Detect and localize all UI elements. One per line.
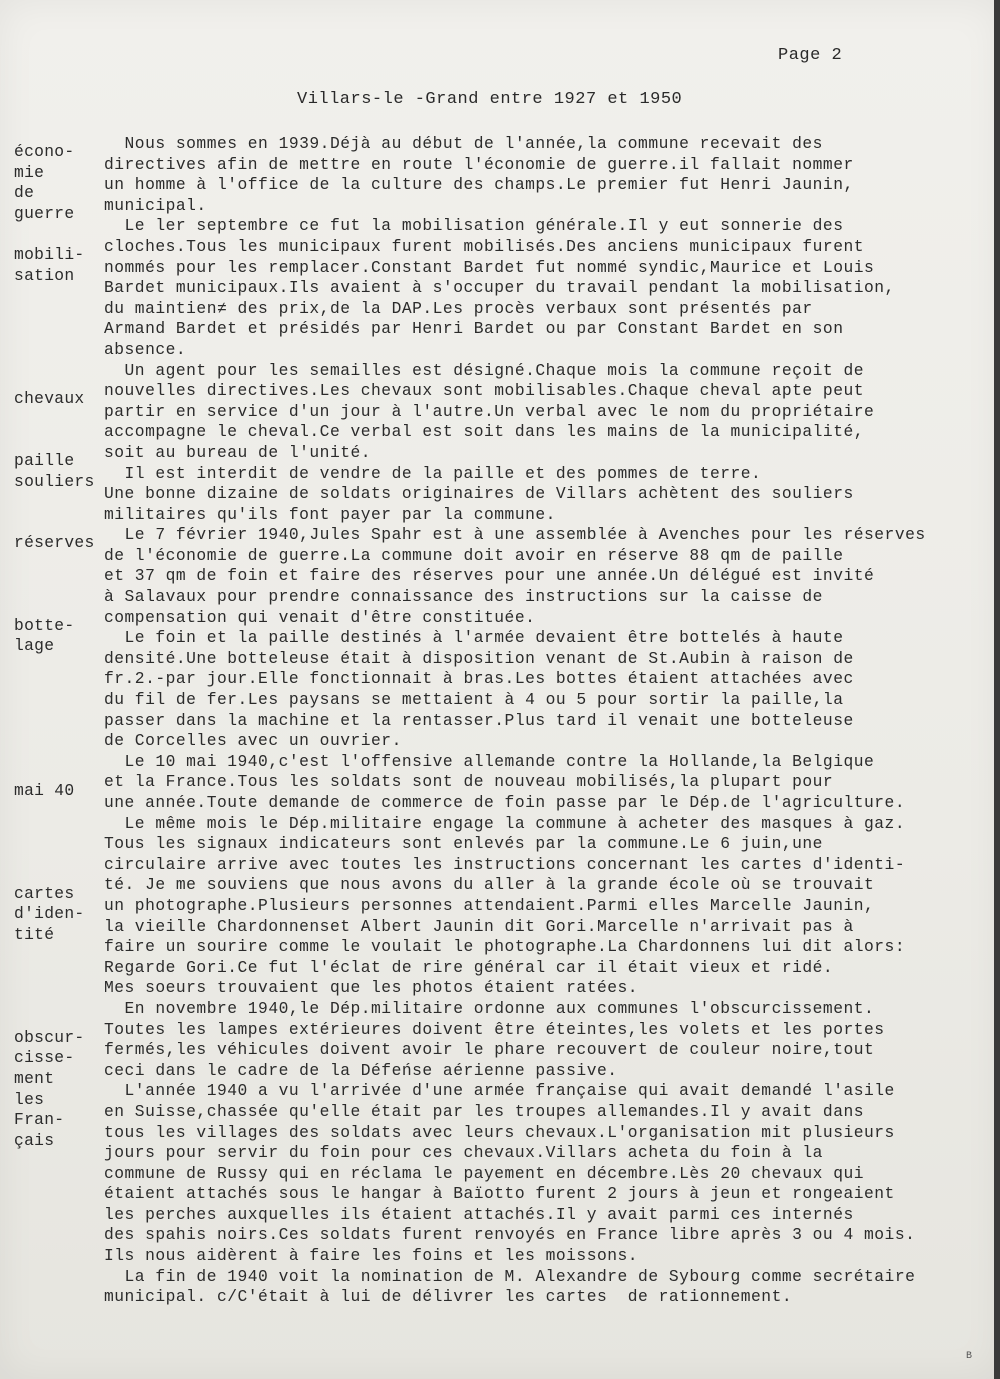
text-line: En novembre 1940,le Dép.militaire ordonne aux communes l'obscurcissement. [104,998,875,1018]
text-line: des spahis noirs.Ces soldats furent renvoyés en France libre après 3 ou 4 mois. [104,1225,916,1245]
margin-note: sation [14,265,75,285]
text-line: Ils nous aidèrent à faire les foins et les moissons. [104,1246,639,1266]
text-line: étaient attachés sous le hangar à Baïotto furent 2 jours à jeun et rongeaient [104,1184,895,1204]
text-line: Toutes les lampes extérieures doivent être éteintes,les volets et les portes [104,1019,885,1039]
text-line: nommés pour les remplacer.Constant Bardet fut nommé syndic,Maurice et Louis [104,257,875,277]
text-line: jours pour servir du foin pour ces chevaux.Villars acheta du foin à la [104,1143,823,1163]
margin-note: Fran- [14,1110,65,1130]
margin-note: chevaux [14,389,85,409]
text-line: du fil de fer.Les paysans se mettaient à 4 ou 5 pour sortir la paille,la [104,690,844,710]
text-line: Il est interdit de vendre de la paille et des pommes de terre. [104,463,762,483]
text-line: soit au bureau de l'unité. [104,442,372,462]
margin-note: botte- [14,615,75,635]
text-line: Un agent pour les semailles est désigné.Chaque mois la commune reçoit de [104,360,865,380]
text-line: en Suisse,chassée qu'elle était par les troupes allemandes.Il y avait dans [104,1101,865,1121]
text-line: compensation qui venait d'être constituée. [104,607,536,627]
margin-note: cartes [14,883,75,903]
text-line: directives afin de mettre en route l'économie de guerre.il fallait nommer [104,154,854,174]
text-line: une année.Toute demande de commerce de foin passe par le Dép.de l'agriculture. [104,793,906,812]
text-line: les perches auxquelles ils étaient attachés.Il y avait parmi ces internés [104,1204,854,1224]
text-line: Tous les signaux indicateurs sont enlevés par la commune.Le 6 juin,une [104,834,823,854]
page-number: Page 2 [778,46,843,65]
margin-note: cisse- [14,1048,75,1068]
margin-note: ment [14,1069,55,1088]
margin-note: mie [14,162,45,182]
text-line: passer dans la machine et la rentasser.Plus tard il venait une botteleuse [104,710,854,730]
margin-note: lage [14,636,55,656]
page-edge-shadow [994,0,1000,1379]
margin-note: guerre [14,203,75,223]
text-line: du maintien≠ des prix,de la DAP.Les procès verbaux sont présentés par [104,298,813,318]
text-line: municipal. c/C'était à lui de délivrer les cartes de rationnement. [104,1287,793,1307]
text-line: et la France.Tous les soldats sont de nouveau mobilisés,la plupart pour [104,772,834,792]
body-text [104,134,994,1308]
text-line: accompagne le cheval.Ce verbal est soit dans les mains de la municipalité, [104,422,865,442]
text-line: de l'économie de guerre.La commune doit avoir en réserve 88 qm de paille [104,545,844,565]
text-line: tous les villages des soldats avec leurs chevaux.L'organisation mit plusieurs [104,1122,895,1142]
text-line: Le même mois le Dép.militaire engage la commune à acheter des masques à gaz. [104,813,906,833]
margin-note: les [14,1089,45,1109]
text-line: Armand Bardet et présidés par Henri Bardet ou par Constant Bardet en son [104,319,844,339]
text-line: un homme à l'office de la culture des champs.Le premier fut Henri Jaunin, [104,175,854,195]
margin-note: çais [14,1130,55,1150]
text-line: circulaire arrive avec toutes les instructions concernant les cartes d'identi- [104,854,906,874]
margin-note: paille [14,451,75,470]
text-line: partir en service d'un jour à l'autre.Un verbal avec le nom du propriétaire [104,401,875,421]
text-line: Une bonne dizaine de soldats originaires de Villars achètent des souliers [104,484,854,504]
text-line: municipal. [104,195,207,215]
text-line: et 37 qm de foin et faire des réserves pour une année.Un délégué est invité [104,566,875,586]
text-line: Le ler septembre ce fut la mobilisation générale.Il y eut sonnerie des [104,216,844,236]
text-line: Le 10 mai 1940,c'est l'offensive allemande contre la Hollande,la Belgique [104,751,875,771]
page-title: Villars-le -Grand entre 1927 et 1950 [297,90,683,109]
text-line: fermés,les véhicules doivent avoir le phare recouvert de couleur noire,tout [104,1040,875,1060]
text-line: Nous sommes en 1939.Déjà au début de l'année,la commune recevait des [104,134,823,153]
text-line: fr.2.-par jour.Elle fonctionnait à bras.Les bottes étaient attachées avec [104,669,854,689]
text-line: militaires qu'ils font payer par la commune. [104,504,556,524]
text-line: La fin de 1940 voit la nomination de M. Alexandre de Sybourg comme secrétaire [104,1266,916,1286]
margin-note: de [14,183,35,203]
margin-note: obscur- [14,1027,85,1047]
text-line: densité.Une botteleuse était à disposition venant de St.Aubin à raison de [104,648,854,668]
text-line: L'année 1940 a vu l'arrivée d'une armée française qui avait demandé l'asile [104,1081,895,1101]
text-line: absence. [104,339,187,359]
text-line: Regarde Gori.Ce fut l'éclat de rire général car il était vieux et ridé. [104,957,834,977]
margin-note: mobili- [14,245,85,264]
text-line: Le foin et la paille destinés à l'armée devaient être bottelés à haute [104,628,844,648]
margin-note: mai 40 [14,780,75,800]
text-line: cloches.Tous les municipaux furent mobilisés.Des anciens municipaux furent [104,236,865,256]
text-line: commune de Russy qui en réclama le payement en décembre.Lès 20 chevaux qui [104,1163,865,1183]
text-line: Le 7 février 1940,Jules Spahr est à une assemblée à Avenches pour les réserves [104,525,926,545]
margin-note: réserves [14,533,95,553]
text-line: un photographe.Plusieurs personnes attendaient.Parmi elles Marcelle Jaunin, [104,895,875,915]
text-line: la vieille Chardonnenset Albert Jaunin dit Gori.Marcelle n'arrivait pas à [104,916,854,936]
margin-note: tité [14,924,55,944]
margin-note: écono- [14,142,75,161]
text-line: Mes soeurs trouvaient que les photos étaient ratées. [104,978,639,998]
text-line: nouvelles directives.Les chevaux sont mobilisables.Chaque cheval apte peut [104,381,865,401]
margin-note: souliers [14,471,95,491]
text-line: à Salavaux pour prendre connaissance des instructions sur la caisse de [104,587,823,607]
text-line: faire un sourire comme le voulait le photographe.La Chardonnens lui dit alors: [104,937,906,957]
text-line: de Corcelles avec un ouvrier. [104,731,402,751]
text-line: ceci dans le cadre de la Défeńse aérienne passive. [104,1060,618,1080]
margin-note: d'iden- [14,904,85,924]
text-line: té. Je me souviens que nous avons du aller à la grande école où se trouvait [104,875,875,895]
text-line: Bardet municipaux.Ils avaient à s'occuper du travail pendant la mobilisation, [104,278,895,298]
footer-mark: B [966,1351,973,1362]
